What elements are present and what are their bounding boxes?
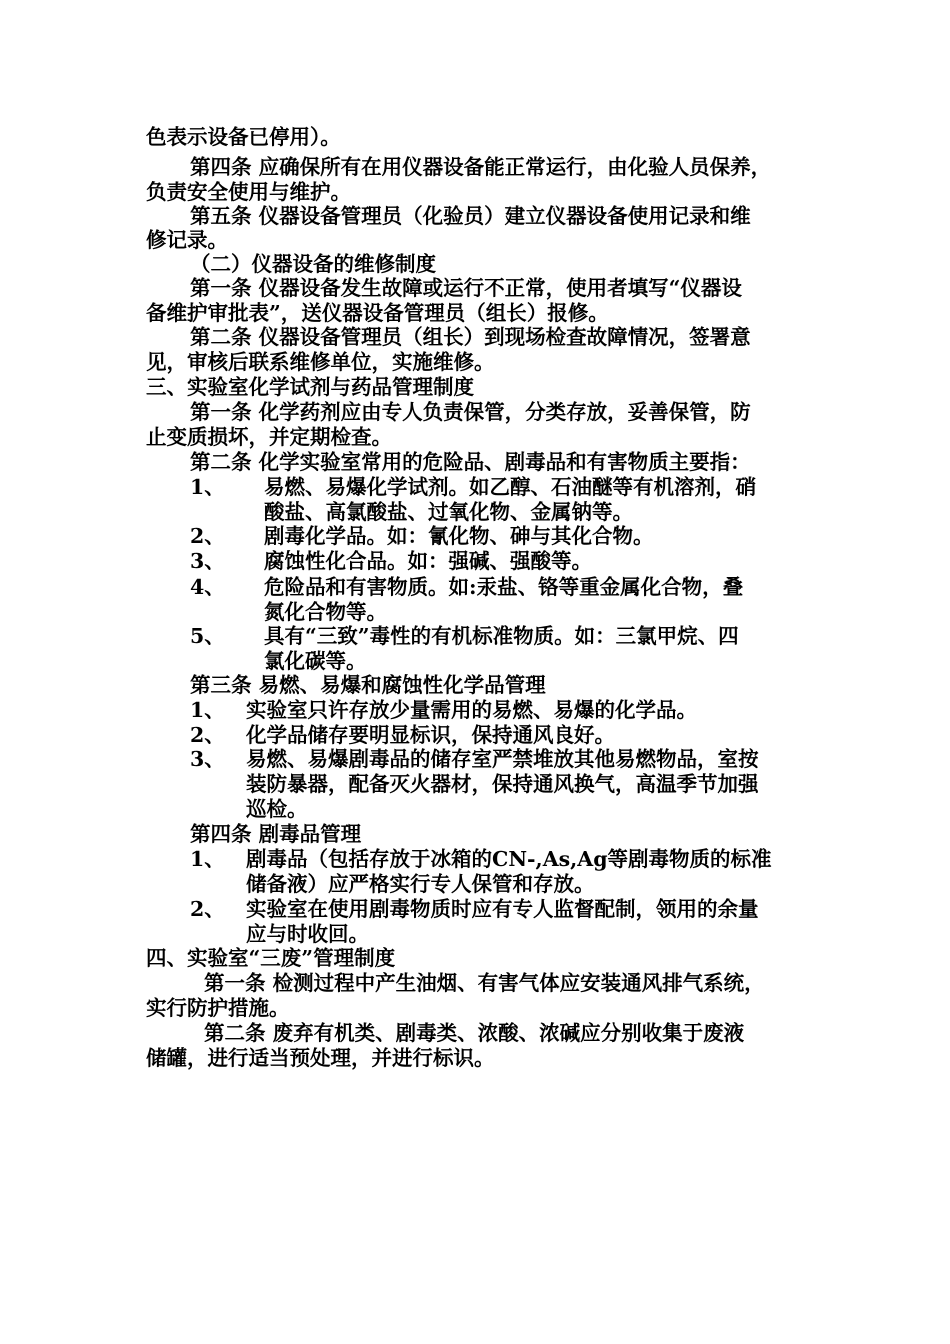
- chemicals-article-2-intro: 第二条 化学实验室常用的危险品、剧毒品和有害物质主要指：: [190, 450, 751, 474]
- list-item-text: 储备液）应严格实行专人保管和存放。: [246, 872, 595, 896]
- list-item-number: 1、: [190, 847, 225, 871]
- list-item-number: 2、: [190, 524, 225, 548]
- maintenance-article-1-line-1: 第一条 仪器设备发生故障或运行不正常，使用者填写“仪器设: [190, 276, 742, 300]
- list-item-text: 酸盐、高氯酸盐、过氧化物、金属钠等。: [264, 500, 633, 524]
- waste-article-1-line-1: 第一条 检测过程中产生油烟、有害气体应安装通风排气系统，: [204, 971, 765, 995]
- list-item-number: 1、: [190, 475, 225, 499]
- list-item-text: 剧毒品（包括存放于冰箱的CN-,As,Ag等剧毒物质的标准: [246, 847, 772, 871]
- list-item-text: 剧毒化学品。如：氰化物、砷与其化合物。: [264, 524, 654, 548]
- maintenance-article-1-line-2: 备维护审批表”，送仪器设备管理员（组长）报修。: [146, 301, 609, 325]
- list-item-text: 具有“三致”毒性的有机标准物质。如：三氯甲烷、四: [264, 624, 739, 648]
- waste-article-2-line-2: 储罐，进行适当预处理，并进行标识。: [146, 1046, 495, 1070]
- article-5-line-2: 修记录。: [146, 228, 228, 252]
- list-item-text: 易燃、易爆化学试剂。如乙醇、石油醚等有机溶剂，硝: [264, 475, 756, 499]
- chemicals-article-3-title: 第三条 易燃、易爆和腐蚀性化学品管理: [190, 673, 546, 697]
- list-item-number: 4、: [190, 575, 225, 599]
- article-4-line-1: 第四条 应确保所有在用仪器设备能正常运行，由化验人员保养，: [190, 155, 772, 179]
- section-heading-maintenance: （二）仪器设备的维修制度: [190, 252, 436, 276]
- maintenance-article-2-line-2: 见，审核后联系维修单位，实施维修。: [146, 350, 495, 374]
- list-item-number: 2、: [190, 897, 225, 921]
- list-item-text: 氯化碳等。: [264, 649, 367, 673]
- list-item-text: 腐蚀性化合品。如：强碱、强酸等。: [264, 549, 592, 573]
- paragraph-continuation: 色表示设备已停用）。: [146, 125, 341, 149]
- list-item-text: 应与时收回。: [246, 922, 369, 946]
- list-item-text: 氮化合物等。: [264, 600, 387, 624]
- list-item-number: 3、: [190, 747, 225, 771]
- article-5-line-1: 第五条 仪器设备管理员（化验员）建立仪器设备使用记录和维: [190, 204, 751, 228]
- list-item-text: 易燃、易爆剧毒品的储存室严禁堆放其他易燃物品，室按: [246, 747, 759, 771]
- list-item-number: 3、: [190, 549, 225, 573]
- chemicals-article-1-line-1: 第一条 化学药剂应由专人负责保管，分类存放，妥善保管，防: [190, 400, 751, 424]
- waste-article-2-line-1: 第二条 废弃有机类、剧毒类、浓酸、浓碱应分别收集于废液: [204, 1021, 745, 1045]
- list-item-text: 实验室在使用剧毒物质时应有专人监督配制，领用的余量: [246, 897, 759, 921]
- list-item-text: 装防暴器，配备灭火器材，保持通风换气，高温季节加强: [246, 772, 759, 796]
- article-4-line-2: 负责安全使用与维护。: [146, 180, 351, 204]
- list-item-number: 2、: [190, 723, 225, 747]
- section-heading-waste: 四、实验室“三废”管理制度: [146, 946, 396, 970]
- waste-article-1-line-2: 实行防护措施。: [146, 996, 290, 1020]
- chemicals-article-4-title: 第四条 剧毒品管理: [190, 822, 362, 846]
- list-item-text: 实验室只许存放少量需用的易燃、易爆的化学品。: [246, 698, 697, 722]
- list-item-text: 危险品和有害物质。如:汞盐、铬等重金属化合物，叠: [264, 575, 744, 599]
- maintenance-article-2-line-1: 第二条 仪器设备管理员（组长）到现场检查故障情况，签署意: [190, 325, 751, 349]
- list-item-text: 化学品储存要明显标识，保持通风良好。: [246, 723, 615, 747]
- section-heading-chemicals: 三、实验室化学试剂与药品管理制度: [146, 375, 474, 399]
- list-item-number: 5、: [190, 624, 225, 648]
- list-item-number: 1、: [190, 698, 225, 722]
- list-item-text: 巡检。: [246, 797, 308, 821]
- chemicals-article-1-line-2: 止变质损坏，并定期检查。: [146, 425, 392, 449]
